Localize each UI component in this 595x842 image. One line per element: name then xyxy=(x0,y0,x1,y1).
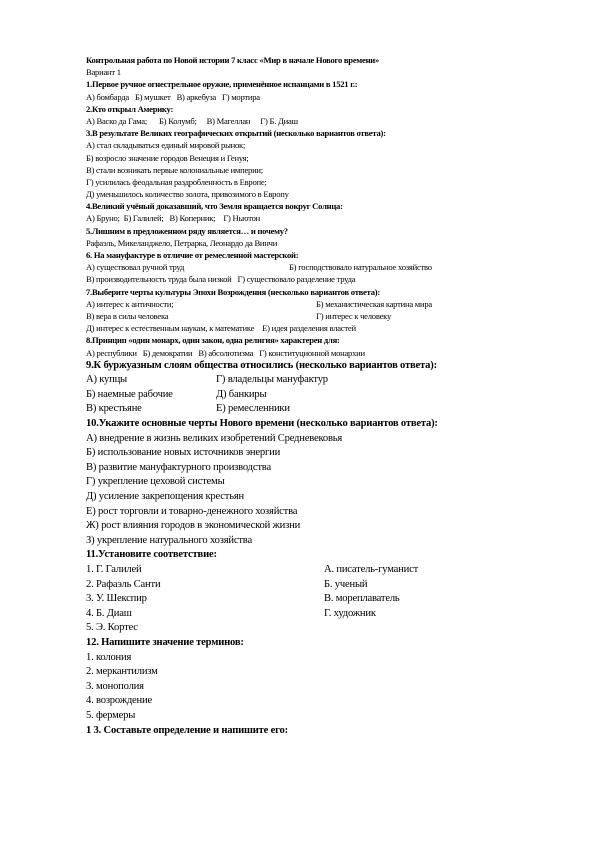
question-11-row-2 xyxy=(86,580,526,595)
option: Е) идея разделения властей xyxy=(262,323,356,334)
term: 4. возрождение xyxy=(86,695,152,707)
option: Г) владельцы мануфактур xyxy=(216,374,328,386)
term: 3. монополия xyxy=(86,680,144,692)
question-10: 10.Укажите основные черты Нового времени (несколько вариантов ответа): xyxy=(86,418,438,430)
option: Г) Б. Диаш xyxy=(260,115,298,126)
question-1-options xyxy=(86,93,526,105)
option: В) аркебуза xyxy=(176,91,216,102)
option: Б) использование новых источников энергии xyxy=(86,447,281,459)
term: 2. меркантилизм xyxy=(86,666,158,678)
option: Г) мортира xyxy=(222,91,260,102)
option: А) купцы xyxy=(86,374,127,386)
option: В) крестьяне xyxy=(86,403,142,415)
term: 1. колония xyxy=(86,651,132,663)
option: Д) банкиры xyxy=(216,388,267,400)
option: З) укрепление натурального хозяйства xyxy=(86,534,252,546)
question-1: 1.Первое ручное огнестрельное оружие, применённое испанцами в 1521 г.: xyxy=(86,79,358,90)
question-5-names: Рафаэль, Микеланджело, Петрарка, Леонардо да Винчи xyxy=(86,237,278,248)
variant-label: Вариант 1 xyxy=(86,67,121,78)
question-6-options-row-2 xyxy=(86,275,526,287)
question-2: 2.Кто открыл Америку: xyxy=(86,103,174,114)
option: А) существовал ручной труд xyxy=(86,262,185,273)
option: Б) наемные рабочие xyxy=(86,388,173,400)
question-6: 6. На мануфактуре в отличие от ремесленной мастерской: xyxy=(86,250,299,260)
option: А) бомбарда xyxy=(86,91,129,102)
question-4-options xyxy=(86,214,526,226)
option: В) стали возникать первые колониальные империи; xyxy=(86,164,263,175)
option: Б) демократии xyxy=(142,347,193,358)
match-left: 1. Г. Галилей xyxy=(86,564,142,575)
question-8: 8.Принцип «один монарх, один закон, одна религия» характерен для: xyxy=(86,335,340,346)
option: В) вера в силы человека xyxy=(86,310,169,321)
option: Д) уменьшилось количество золота, привозимого в Европу xyxy=(86,189,289,200)
match-right: Б. ученый xyxy=(324,578,368,590)
option: Б) господствовало натуральное хозяйство xyxy=(289,262,432,273)
option: Е) ремесленники xyxy=(216,403,290,415)
question-9-options-row-2 xyxy=(86,390,526,405)
question-4: 4.Великий учёный доказавший, что Земля вращается вокруг Солнца: xyxy=(86,201,343,212)
question-9: 9.К буржуазным слоям общества относились (несколько вариантов ответа): xyxy=(86,359,437,371)
question-9-options-row-1 xyxy=(86,375,526,390)
option: В) Коперник; xyxy=(169,213,216,224)
option: А) Бруно; xyxy=(86,213,120,224)
option: Б) мушкет xyxy=(134,91,171,102)
match-right: А. писатель-гуманист xyxy=(324,564,419,575)
option: Г) конституционной монархии xyxy=(259,347,365,358)
option: Г) существовало разделение труда xyxy=(237,274,356,285)
match-left: 2. Рафаэль Санти xyxy=(86,578,161,590)
option: Г) укрепление цеховой системы xyxy=(86,476,225,488)
option: А) стал складываться единый мировой рынок; xyxy=(86,140,246,151)
option: А) внедрение в жизнь великих изобретений Средневековья xyxy=(86,432,343,444)
option: В) производительность труда была низкой xyxy=(86,274,232,285)
question-8-options xyxy=(86,349,526,361)
question-11: 11.Установите соответствие: xyxy=(86,549,217,561)
option: В) развитие мануфактурного производства xyxy=(86,461,271,473)
document-title: Контрольная работа по Новой истории 7 класс «Мир в начале Нового времени» xyxy=(86,55,380,65)
question-12: 12. Напишите значение терминов: xyxy=(86,636,244,648)
question-11-row-1 xyxy=(86,565,526,580)
question-7: 7.Выберите черты культуры Эпохи Возрождения (несколько вариантов ответа): xyxy=(86,286,380,297)
option: В) Магеллан xyxy=(206,115,251,126)
question-11-row-3 xyxy=(86,594,526,609)
test-document xyxy=(86,56,526,740)
option: Е) рост торговли и товарно-денежного хозяйства xyxy=(86,505,298,517)
option: Б) механистическая картина мира xyxy=(316,298,432,309)
match-right: Г. художник xyxy=(324,607,376,619)
option: Б) Колумб; xyxy=(159,115,197,126)
option: Д) усиление закрепощения крестьян xyxy=(86,491,244,503)
option: Б) возросло значение городов Венеция и Генуя; xyxy=(86,152,249,163)
option: Г) Ньютон xyxy=(223,213,261,224)
question-11-row-4 xyxy=(86,609,526,624)
option: Г) усилилась феодальная раздробленность в Европе; xyxy=(86,176,267,187)
option: А) республики xyxy=(86,347,137,358)
option: Б) Галилей; xyxy=(123,213,164,224)
match-left: 4. Б. Диаш xyxy=(86,607,132,619)
option: Г) интерес к человеку xyxy=(316,310,392,321)
option: Ж) рост влияния городов в экономической жизни xyxy=(86,520,301,532)
question-9-options-row-3 xyxy=(86,404,526,419)
question-13: 1 3. Составьте определение и напишите его: xyxy=(86,724,288,736)
question-3: 3.В результате Великих географических открытий (несколько вариантов ответа): xyxy=(86,128,386,139)
match-left: 5. Э. Кортес xyxy=(86,622,138,634)
match-right: В. мореплаватель xyxy=(324,593,400,605)
option: А) Васко да Гама; xyxy=(86,115,147,126)
option: А) интерес к античности; xyxy=(86,298,174,309)
option: Д) интерес к естественным наукам, к математике xyxy=(86,323,255,334)
option: В) абсолютизма xyxy=(198,347,254,358)
question-5: 5.Лишним в предложенном ряду является… и почему? xyxy=(86,225,288,236)
match-left: 3. У. Шекспир xyxy=(86,593,147,605)
term: 5. фермеры xyxy=(86,709,136,721)
